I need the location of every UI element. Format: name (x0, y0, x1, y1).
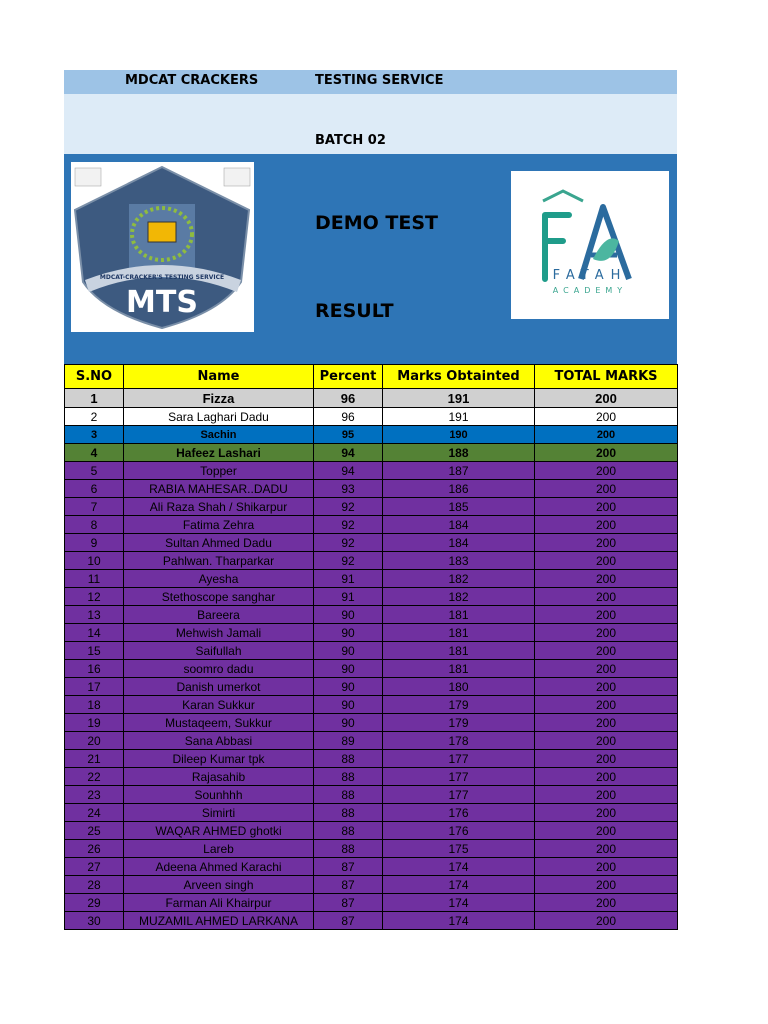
cell-total: 200 (535, 516, 678, 534)
cell-percent: 92 (314, 552, 383, 570)
result-title: RESULT (315, 300, 394, 322)
cell-sno: 13 (65, 606, 124, 624)
cell-sno: 9 (65, 534, 124, 552)
cell-total: 200 (535, 606, 678, 624)
cell-percent: 92 (314, 516, 383, 534)
cell-sno: 1 (65, 389, 124, 408)
table-row (65, 696, 678, 714)
cell-total: 200 (535, 768, 678, 786)
cell-name: Dileep Kumar tpk (124, 750, 314, 768)
cell-marks: 174 (383, 894, 535, 912)
cell-percent: 91 (314, 588, 383, 606)
cell-total: 200 (535, 389, 678, 408)
cell-percent: 88 (314, 768, 383, 786)
cell-name: Bareera (124, 606, 314, 624)
test-title: DEMO TEST (315, 212, 439, 234)
table-row (65, 624, 678, 642)
cell-name: Sachin (124, 426, 314, 444)
cell-percent: 88 (314, 786, 383, 804)
cell-marks: 177 (383, 768, 535, 786)
fatah-sub: ACADEMY (552, 286, 628, 295)
cell-percent: 92 (314, 498, 383, 516)
cell-marks: 177 (383, 750, 535, 768)
table-row (65, 660, 678, 678)
cell-percent: 93 (314, 480, 383, 498)
cell-marks: 181 (383, 642, 535, 660)
table-row (65, 714, 678, 732)
table-row (65, 389, 678, 408)
cell-sno: 21 (65, 750, 124, 768)
cell-percent: 87 (314, 912, 383, 930)
cell-sno: 4 (65, 444, 124, 462)
cell-marks: 184 (383, 516, 535, 534)
cell-total: 200 (535, 786, 678, 804)
cell-marks: 174 (383, 912, 535, 930)
cell-total: 200 (535, 642, 678, 660)
cell-sno: 16 (65, 660, 124, 678)
cell-total: 200 (535, 876, 678, 894)
cell-marks: 176 (383, 822, 535, 840)
cell-total: 200 (535, 444, 678, 462)
table-row (65, 570, 678, 588)
cell-sno: 22 (65, 768, 124, 786)
cell-marks: 182 (383, 570, 535, 588)
cell-sno: 10 (65, 552, 124, 570)
cell-marks: 179 (383, 714, 535, 732)
mts-initials: MTS (126, 285, 198, 320)
cell-sno: 15 (65, 642, 124, 660)
cell-total: 200 (535, 858, 678, 876)
cell-marks: 179 (383, 696, 535, 714)
cell-name: Ayesha (124, 570, 314, 588)
cell-percent: 94 (314, 444, 383, 462)
cell-percent: 96 (314, 389, 383, 408)
cell-name: Simirti (124, 804, 314, 822)
cell-marks: 177 (383, 786, 535, 804)
cell-name: Saifullah (124, 642, 314, 660)
cell-total: 200 (535, 678, 678, 696)
cell-total: 200 (535, 840, 678, 858)
col-header-marks: Marks Obtainted (383, 365, 535, 389)
cell-total: 200 (535, 714, 678, 732)
cell-sno: 8 (65, 516, 124, 534)
batch-label: BATCH 02 (315, 133, 386, 148)
title-logo-band (64, 154, 677, 364)
cell-marks: 181 (383, 624, 535, 642)
fatah-academy-logo (511, 171, 669, 319)
cell-sno: 5 (65, 462, 124, 480)
cell-sno: 29 (65, 894, 124, 912)
table-row (65, 462, 678, 480)
table-row (65, 498, 678, 516)
cell-total: 200 (535, 732, 678, 750)
cell-percent: 87 (314, 894, 383, 912)
mts-logo (71, 162, 254, 332)
table-row (65, 534, 678, 552)
results-table (64, 364, 678, 930)
cell-marks: 176 (383, 804, 535, 822)
cell-percent: 90 (314, 606, 383, 624)
cell-name: Farman Ali Khairpur (124, 894, 314, 912)
cell-total: 200 (535, 426, 678, 444)
cell-sno: 6 (65, 480, 124, 498)
cell-percent: 94 (314, 462, 383, 480)
cell-percent: 90 (314, 624, 383, 642)
table-header-row (65, 365, 678, 389)
table-row (65, 732, 678, 750)
cell-marks: 181 (383, 606, 535, 624)
cell-sno: 3 (65, 426, 124, 444)
cell-name: soomro dadu (124, 660, 314, 678)
cell-marks: 174 (383, 858, 535, 876)
cell-name: Mustaqeem, Sukkur (124, 714, 314, 732)
table-row (65, 642, 678, 660)
table-row (65, 426, 678, 444)
cell-marks: 180 (383, 678, 535, 696)
cell-percent: 89 (314, 732, 383, 750)
cell-marks: 185 (383, 498, 535, 516)
result-sheet (64, 70, 677, 930)
title-band (64, 70, 677, 94)
cell-percent: 90 (314, 678, 383, 696)
cell-percent: 91 (314, 570, 383, 588)
cell-percent: 87 (314, 876, 383, 894)
cell-total: 200 (535, 750, 678, 768)
table-row (65, 822, 678, 840)
cell-total: 200 (535, 498, 678, 516)
mts-ribbon-text: MDCAT-CRACKER'S TESTING SERVICE (99, 274, 225, 281)
cell-total: 200 (535, 660, 678, 678)
cell-name: Sana Abbasi (124, 732, 314, 750)
cell-name: Rajasahib (124, 768, 314, 786)
cell-name: Sara Laghari Dadu (124, 408, 314, 426)
cell-percent: 88 (314, 750, 383, 768)
table-row (65, 858, 678, 876)
cell-marks: 183 (383, 552, 535, 570)
cell-name: Pahlwan. Tharparkar (124, 552, 314, 570)
table-body (65, 389, 678, 930)
table-row (65, 408, 678, 426)
cell-total: 200 (535, 480, 678, 498)
table-row (65, 750, 678, 768)
cell-name: Karan Sukkur (124, 696, 314, 714)
cell-total: 200 (535, 552, 678, 570)
cell-marks: 190 (383, 426, 535, 444)
cell-marks: 184 (383, 534, 535, 552)
cell-total: 200 (535, 534, 678, 552)
col-header-percent: Percent (314, 365, 383, 389)
cell-name: Sounhhh (124, 786, 314, 804)
cell-total: 200 (535, 912, 678, 930)
cell-name: Stethoscope sanghar (124, 588, 314, 606)
cell-sno: 14 (65, 624, 124, 642)
col-header-name: Name (124, 365, 314, 389)
cell-sno: 30 (65, 912, 124, 930)
cell-marks: 187 (383, 462, 535, 480)
cell-marks: 181 (383, 660, 535, 678)
cell-total: 200 (535, 624, 678, 642)
table-row (65, 840, 678, 858)
cell-name: Fatima Zehra (124, 516, 314, 534)
cell-total: 200 (535, 570, 678, 588)
cell-percent: 92 (314, 534, 383, 552)
cell-total: 200 (535, 894, 678, 912)
org-name: MDCAT CRACKERS (125, 73, 259, 88)
cell-total: 200 (535, 588, 678, 606)
cell-sno: 23 (65, 786, 124, 804)
batch-band (64, 94, 677, 154)
cell-name: Ali Raza Shah / Shikarpur (124, 498, 314, 516)
table-row (65, 588, 678, 606)
cell-marks: 175 (383, 840, 535, 858)
table-row (65, 876, 678, 894)
cell-marks: 178 (383, 732, 535, 750)
table-row (65, 606, 678, 624)
cell-sno: 25 (65, 822, 124, 840)
cell-sno: 28 (65, 876, 124, 894)
cell-percent: 90 (314, 696, 383, 714)
cell-marks: 191 (383, 389, 535, 408)
cell-name: Adeena Ahmed Karachi (124, 858, 314, 876)
cell-name: Arveen singh (124, 876, 314, 894)
cell-sno: 12 (65, 588, 124, 606)
cell-sno: 17 (65, 678, 124, 696)
cell-percent: 95 (314, 426, 383, 444)
cell-marks: 188 (383, 444, 535, 462)
cell-total: 200 (535, 804, 678, 822)
cell-percent: 88 (314, 804, 383, 822)
cell-total: 200 (535, 408, 678, 426)
cell-percent: 90 (314, 660, 383, 678)
cell-sno: 7 (65, 498, 124, 516)
cell-name: Topper (124, 462, 314, 480)
cell-name: WAQAR AHMED ghotki (124, 822, 314, 840)
col-header-sno: S.NO (65, 365, 124, 389)
table-row (65, 516, 678, 534)
cell-name: RABIA MAHESAR..DADU (124, 480, 314, 498)
table-row (65, 894, 678, 912)
table-row (65, 444, 678, 462)
table-row (65, 552, 678, 570)
cell-sno: 26 (65, 840, 124, 858)
fatah-name: FATAH (552, 268, 628, 283)
cell-marks: 182 (383, 588, 535, 606)
cell-percent: 90 (314, 714, 383, 732)
cell-percent: 87 (314, 858, 383, 876)
table-row (65, 480, 678, 498)
cell-name: Lareb (124, 840, 314, 858)
table-row (65, 768, 678, 786)
table-row (65, 786, 678, 804)
cell-sno: 20 (65, 732, 124, 750)
table-row (65, 912, 678, 930)
cell-name: MUZAMIL AHMED LARKANA (124, 912, 314, 930)
cell-percent: 90 (314, 642, 383, 660)
cell-name: Sultan Ahmed Dadu (124, 534, 314, 552)
cell-sno: 24 (65, 804, 124, 822)
cell-marks: 191 (383, 408, 535, 426)
cell-name: Hafeez Lashari (124, 444, 314, 462)
cell-sno: 2 (65, 408, 124, 426)
cell-marks: 174 (383, 876, 535, 894)
cell-name: Mehwish Jamali (124, 624, 314, 642)
cell-total: 200 (535, 696, 678, 714)
service-name: TESTING SERVICE (315, 73, 444, 88)
cell-name: Fizza (124, 389, 314, 408)
cell-percent: 88 (314, 822, 383, 840)
cell-name: Danish umerkot (124, 678, 314, 696)
cell-sno: 27 (65, 858, 124, 876)
cell-sno: 18 (65, 696, 124, 714)
cell-total: 200 (535, 822, 678, 840)
cell-sno: 11 (65, 570, 124, 588)
cell-percent: 96 (314, 408, 383, 426)
table-row (65, 804, 678, 822)
cell-total: 200 (535, 462, 678, 480)
cell-sno: 19 (65, 714, 124, 732)
table-row (65, 678, 678, 696)
col-header-total: TOTAL MARKS (535, 365, 678, 389)
cell-marks: 186 (383, 480, 535, 498)
cell-percent: 88 (314, 840, 383, 858)
